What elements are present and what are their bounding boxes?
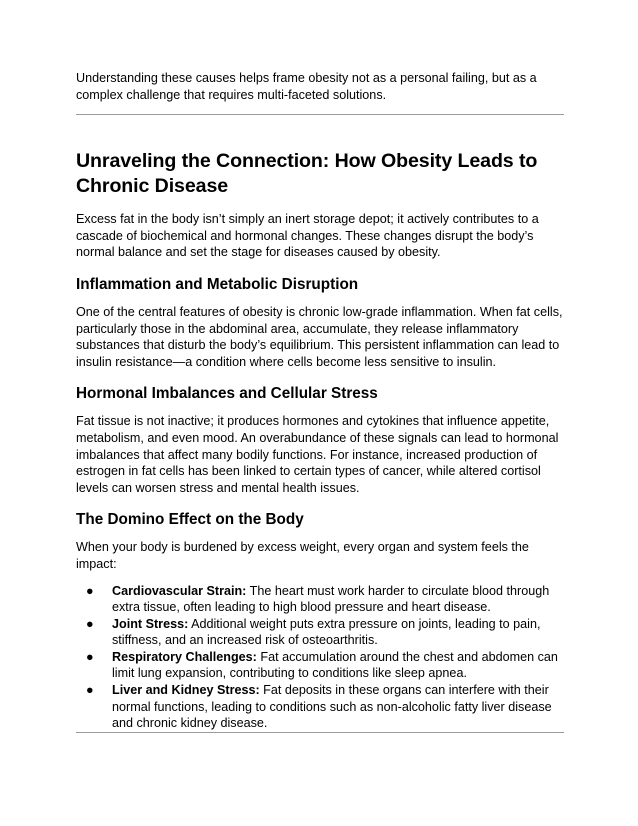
list-item — [76, 649, 564, 682]
document-page — [76, 70, 564, 733]
section-paragraph-inflammation: One of the central features of obesity is chronic low-grade inflammation. When fat cells, particularly those in the abdominal area, accumulate, they release inflammatory substances that disturb the body’s equilibrium. This persistent inflammation can lead to insulin resistance—a condition where cells become less sensitive to insulin. — [76, 304, 563, 369]
section-divider — [76, 114, 564, 115]
list-item-text: Fat deposits in these organs can interfere with their normal functions, leading to conditions such as non-alcoholic fatty liver disease and chronic kidney disease. — [112, 683, 552, 731]
list-item-term: Respiratory Challenges: — [112, 649, 257, 664]
bullet-icon: ● — [86, 616, 94, 631]
bullet-icon: ● — [86, 683, 94, 698]
main-heading: Unraveling the Connection: How Obesity Leads to Chronic Disease — [76, 150, 538, 198]
list-item-term: Cardiovascular Strain: — [112, 583, 247, 598]
list-item-term: Joint Stress: — [112, 616, 189, 631]
list-item-text: The heart must work harder to circulate blood through extra tissue, often leading to high blood pressure and heart disease. — [112, 583, 550, 615]
list-item-text: Additional weight puts extra pressure on joints, leading to pain, stiffness, and an increased risk of osteoarthritis. — [112, 616, 541, 648]
list-item — [76, 616, 564, 649]
section-heading-inflammation: Inflammation and Metabolic Disruption — [76, 275, 359, 293]
list-item — [76, 583, 564, 616]
section-heading-hormonal: Hormonal Imbalances and Cellular Stress — [76, 385, 378, 403]
bottom-divider — [76, 732, 564, 733]
main-paragraph: Excess fat in the body isn’t simply an inert storage depot; it actively contributes to a cascade of biochemical and hormonal changes. These changes disrupt the body’s normal balance and set the stage for diseases caused by obesity. — [76, 212, 539, 260]
section-heading-domino: The Domino Effect on the Body — [76, 511, 304, 529]
section-paragraph-hormonal: Fat tissue is not inactive; it produces hormones and cytokines that influence appetite, metabolism, and even mood. An overabundance of these signals can lead to hormonal imbalances that affect many bodily functions. For instance, increased production of estrogen in fat cells has been linked to certain types of cancer, while altered cortisol levels can worsen stress and mental health issues. — [76, 414, 559, 495]
list-item-text: Fat accumulation around the chest and abdomen can limit lung expansion, contributing to conditions like sleep apnea. — [112, 649, 558, 681]
list-item-term: Liver and Kidney Stress: — [112, 683, 260, 698]
bullet-icon: ● — [86, 649, 94, 664]
intro-paragraph: Understanding these causes helps frame obesity not as a personal failing, but as a complex challenge that requires multi-faceted solutions. — [76, 71, 537, 102]
section-paragraph-domino: When your body is burdened by excess weight, every organ and system feels the impact: — [76, 540, 529, 571]
list-item — [76, 682, 564, 732]
impact-list — [76, 583, 564, 732]
bullet-icon: ● — [86, 583, 94, 598]
